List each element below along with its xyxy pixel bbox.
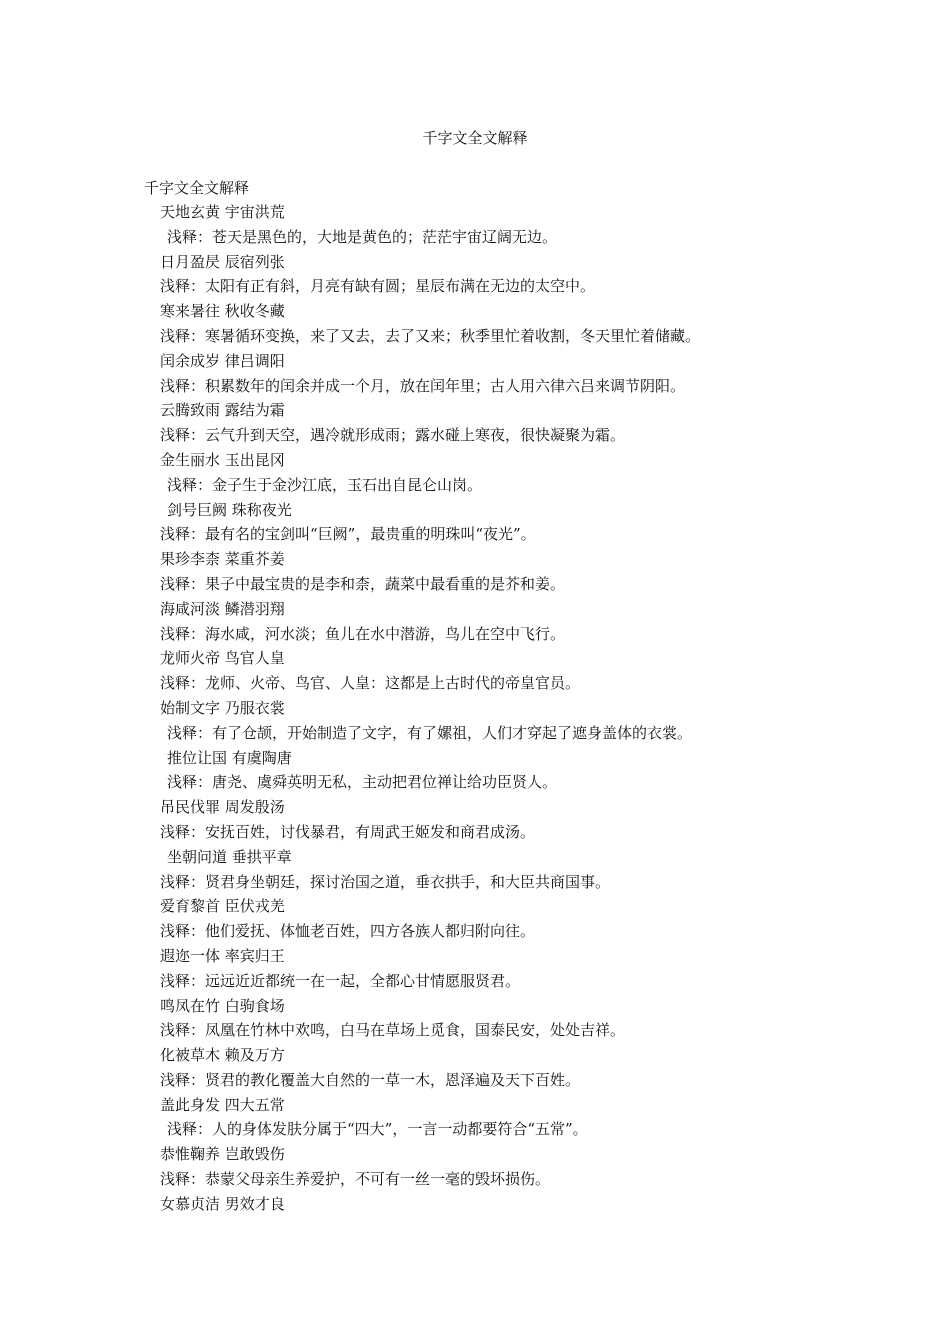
verse-line: 推位让国 有虞陶唐 <box>167 748 292 767</box>
verse-line: 金生丽水 玉出昆冈 <box>160 450 285 469</box>
page-title: 千字文全文解释 <box>422 129 528 147</box>
verse-line: 果珍李柰 菜重芥姜 <box>160 550 285 569</box>
verse-line: 遐迩一体 率宾归王 <box>160 946 285 965</box>
note-line: 浅释：远远近近都统一在一起，全都心甘情愿服贤君。 <box>160 971 521 990</box>
note-line: 浅释：金子生于金沙江底，玉石出自昆仑山岗。 <box>167 475 483 494</box>
verse-line: 海咸河淡 鳞潜羽翔 <box>160 599 285 618</box>
verse-line: 天地玄黄 宇宙洪荒 <box>160 203 285 221</box>
note-line: 浅释：龙师、火帝、鸟官、人皇：这都是上古时代的帝皇官员。 <box>160 674 581 693</box>
note-line: 浅释：恭蒙父母亲生养爱护，不可有一丝一毫的毁坏损伤。 <box>160 1170 551 1189</box>
verse-line: 日月盈昃 辰宿列张 <box>160 252 285 271</box>
verse-line: 恭惟鞠养 岂敢毁伤 <box>160 1145 285 1164</box>
verse-line: 云腾致雨 露结为霜 <box>160 401 285 420</box>
verse-line: 女慕贞洁 男效才良 <box>160 1194 285 1213</box>
note-line: 浅释：唐尧、虞舜英明无私，主动把君位禅让给功臣贤人。 <box>167 773 558 792</box>
note-line: 浅释：太阳有正有斜，月亮有缺有圆；星辰布满在无边的太空中。 <box>160 277 596 296</box>
verse-line: 闰余成岁 律吕调阳 <box>160 351 285 370</box>
verse-line: 始制文字 乃服衣裳 <box>160 698 285 717</box>
note-line: 浅释：贤君的教化覆盖大自然的一草一木，恩泽遍及天下百姓。 <box>160 1070 581 1089</box>
note-line: 浅释：他们爱抚、体恤老百姓，四方各族人都归附向往。 <box>160 922 536 941</box>
note-line: 浅释：海水咸，河水淡；鱼儿在水中潜游，鸟儿在空中飞行。 <box>160 624 566 643</box>
verse-line: 寒来暑往 秋收冬藏 <box>160 302 285 321</box>
note-line: 浅释：果子中最宝贵的是李和柰，蔬菜中最看重的是芥和姜。 <box>160 574 566 593</box>
verse-line: 剑号巨阙 珠称夜光 <box>167 500 292 519</box>
note-line: 浅释：安抚百姓，讨伐暴君，有周武王姬发和商君成汤。 <box>160 822 536 841</box>
verse-line: 化被草木 赖及万方 <box>160 1046 285 1065</box>
verse-line: 鸣凤在竹 白驹食场 <box>160 996 285 1015</box>
document-heading: 千字文全文解释 <box>144 179 250 197</box>
note-line: 浅释：苍天是黑色的，大地是黄色的；茫茫宇宙辽阔无边。 <box>167 227 558 246</box>
note-line: 浅释：人的身体发肤分属于“四大”，一言一动都要符合“五常”。 <box>167 1120 588 1139</box>
note-line: 浅释：积累数年的闰余并成一个月，放在闰年里；古人用六律六吕来调节阴阳。 <box>160 376 686 395</box>
note-line: 浅释：最有名的宝剑叫“巨阙”，最贵重的明珠叫“夜光”。 <box>160 525 536 544</box>
verse-line: 龙师火帝 鸟官人皇 <box>160 649 285 668</box>
note-line: 浅释：贤君身坐朝廷，探讨治国之道，垂衣拱手，和大臣共商国事。 <box>160 872 611 891</box>
note-line: 浅释：寒暑循环变换，来了又去，去了又来；秋季里忙着收割，冬天里忙着储藏。 <box>160 326 701 345</box>
note-line: 浅释：有了仓颉，开始制造了文字，有了嫘祖，人们才穿起了遮身盖体的衣裳。 <box>167 723 693 742</box>
note-line: 浅释：凤凰在竹林中欢鸣，白马在草场上觅食，国泰民安，处处吉祥。 <box>160 1021 626 1040</box>
verse-line: 坐朝问道 垂拱平章 <box>167 847 292 866</box>
verse-line: 盖此身发 四大五常 <box>160 1095 285 1114</box>
verse-line: 爱育黎首 臣伏戎羌 <box>160 897 285 916</box>
note-line: 浅释：云气升到天空，遇冷就形成雨；露水碰上寒夜，很快凝聚为霜。 <box>160 426 626 445</box>
verse-line: 吊民伐罪 周发殷汤 <box>160 798 285 817</box>
entries-list <box>160 200 900 1217</box>
